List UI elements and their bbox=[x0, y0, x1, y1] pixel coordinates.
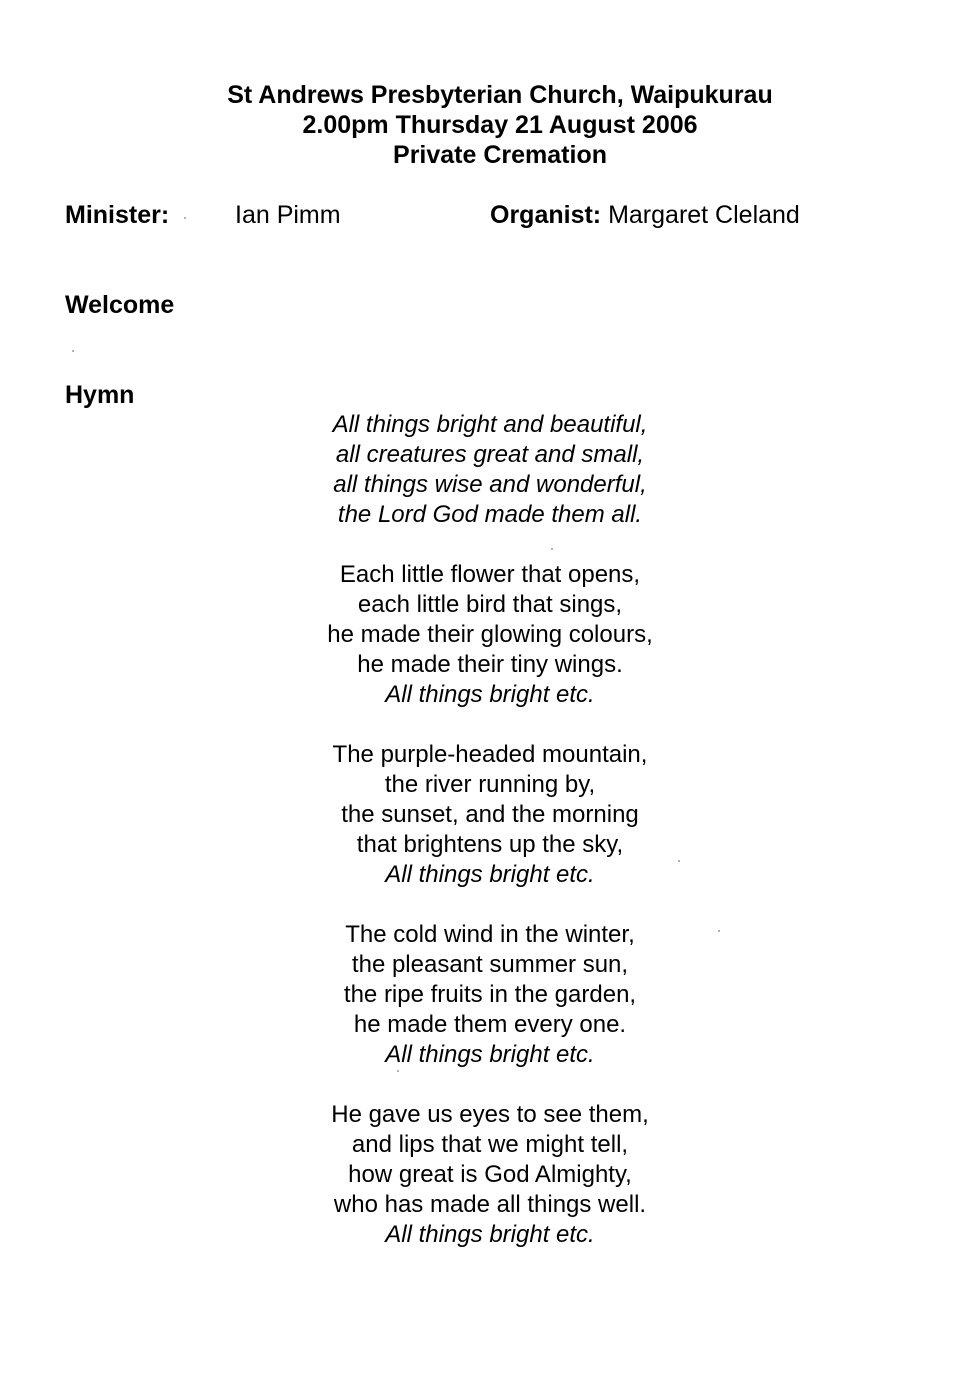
lyric-line: the pleasant summer sun, bbox=[351, 951, 629, 978]
lyric-line: the Lord God made them all. bbox=[337, 501, 643, 528]
lyric-line: he made them every one. bbox=[353, 1011, 627, 1038]
scan-speck bbox=[397, 1070, 399, 1072]
scan-speck bbox=[72, 350, 74, 352]
lyric-line: how great is God Almighty, bbox=[348, 1161, 632, 1188]
scan-speck bbox=[718, 930, 720, 932]
hymn-verse-1 bbox=[290, 560, 690, 710]
lyric-line: the sunset, and the morning bbox=[341, 801, 639, 828]
lyric-line: each little bird that sings, bbox=[357, 591, 623, 618]
organist-line bbox=[490, 200, 800, 230]
lyric-line: who has made all things well. bbox=[333, 1191, 647, 1218]
hymn-heading: Hymn bbox=[65, 381, 135, 409]
lyric-line: the river running by, bbox=[384, 771, 596, 798]
lyric-line: The purple-headed mountain, bbox=[332, 741, 648, 768]
scan-speck bbox=[184, 217, 186, 219]
minister-name: Ian Pimm bbox=[235, 201, 341, 229]
scan-speck bbox=[678, 860, 680, 862]
service-date-time: 2.00pm Thursday 21 August 2006 bbox=[302, 111, 698, 139]
lyric-line: the ripe fruits in the garden, bbox=[343, 981, 637, 1008]
minister-label: Minister: bbox=[65, 201, 170, 229]
refrain-line: All things bright etc. bbox=[385, 861, 595, 888]
lyric-line: Each little flower that opens, bbox=[339, 561, 641, 588]
lyric-line: he made their glowing colours, bbox=[327, 621, 653, 648]
church-name: St Andrews Presbyterian Church, Waipukurau bbox=[227, 81, 773, 109]
hymn-verse-4 bbox=[290, 1100, 690, 1250]
lyric-line: he made their tiny wings. bbox=[357, 651, 623, 678]
hymn-chorus bbox=[290, 410, 690, 530]
hymn-verse-3 bbox=[290, 920, 690, 1070]
lyric-line: all things wise and wonderful, bbox=[333, 471, 647, 498]
scan-speck bbox=[551, 548, 553, 550]
organist-name: Margaret Cleland bbox=[608, 201, 800, 229]
lyric-line: All things bright and beautiful, bbox=[332, 411, 648, 438]
refrain-line: All things bright etc. bbox=[385, 1041, 595, 1068]
lyric-line: The cold wind in the winter, bbox=[345, 921, 635, 948]
hymn-lyrics bbox=[290, 410, 690, 1280]
lyric-line: that brightens up the sky, bbox=[356, 831, 624, 858]
refrain-line: All things bright etc. bbox=[385, 681, 595, 708]
service-type: Private Cremation bbox=[393, 141, 607, 169]
lyric-line: and lips that we might tell, bbox=[351, 1131, 629, 1158]
refrain-line: All things bright etc. bbox=[385, 1221, 595, 1248]
organist-label: Organist: bbox=[490, 201, 602, 229]
lyric-line: all creatures great and small, bbox=[335, 441, 645, 468]
service-header bbox=[0, 80, 972, 170]
lyric-line: He gave us eyes to see them, bbox=[331, 1101, 649, 1128]
hymn-verse-2 bbox=[290, 740, 690, 890]
welcome-heading: Welcome bbox=[65, 291, 175, 319]
